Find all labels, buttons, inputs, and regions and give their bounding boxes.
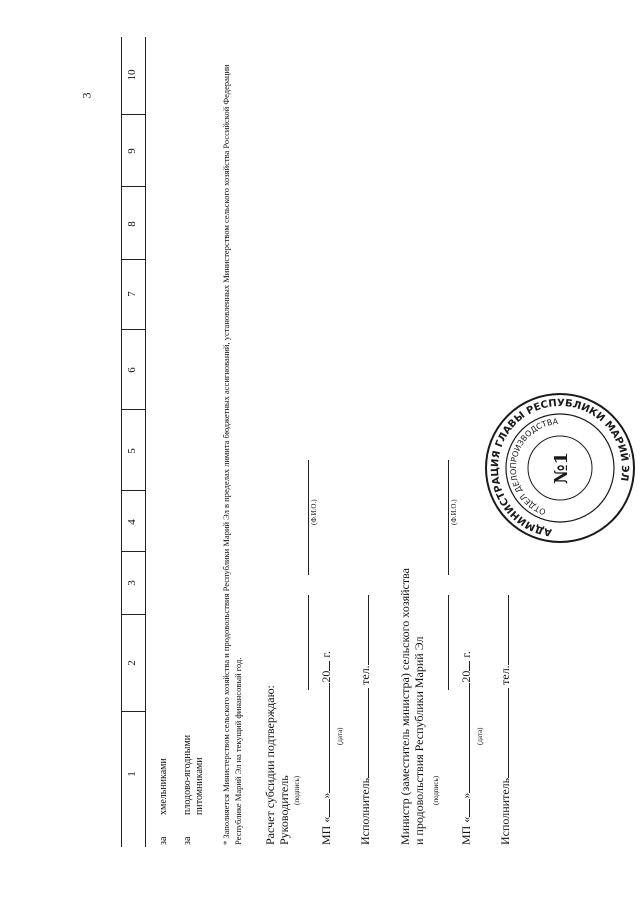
quote-close: » (459, 792, 473, 799)
page-number: 3 (79, 92, 94, 99)
footnote: * Заполняется Министерством сельского хозяйства и продовольствия Республики Марий Эл в пределах лимита бюджетных ассигнований, установленных Министерством сельского хозяйства Российской Федерации Республике Марий Эл на текущий финансовый год. (221, 64, 243, 845)
row-prefix: за (182, 836, 193, 845)
mp-date-line (318, 651, 334, 845)
column-number: 9 (126, 148, 138, 154)
name-caption: (Ф.И.О.) (310, 499, 318, 525)
minister-name-line (448, 460, 449, 575)
director-name-line (308, 460, 309, 575)
stamp-inner-text: ОТДЕЛ ДЕЛОПРОИЗВОДСТВА (508, 416, 559, 517)
executor-line (357, 595, 373, 845)
col-divider (121, 490, 145, 491)
name-caption: (Ф.И.О.) (450, 499, 458, 525)
year-prefix: 20 (319, 670, 333, 683)
table-top-line (121, 37, 122, 847)
minister-title-line1: Министр (заместитель министра) сельского хозяйства (398, 568, 412, 845)
column-number: 4 (126, 519, 138, 525)
col-divider (121, 329, 145, 330)
row-prefix: за (158, 836, 169, 845)
minister-title-line2: и продовольствия Республики Марий Эл (412, 636, 426, 845)
executor-label: Исполнитель (498, 777, 512, 845)
column-number: 8 (126, 221, 138, 227)
year-prefix: 20 (459, 670, 473, 683)
confirm-heading: Расчет субсидии подтверждаю: (263, 685, 277, 845)
minister-sign-line (448, 595, 449, 690)
column-number: 3 (126, 580, 138, 586)
phone-label: тел. (358, 665, 372, 685)
col-divider (121, 409, 145, 410)
date-caption: (дата) (336, 727, 344, 745)
stamp-number: №1 (551, 451, 572, 485)
quote-close: » (319, 792, 333, 799)
col-divider (121, 259, 145, 260)
year-suffix: г. (319, 651, 333, 658)
col-divider (121, 114, 145, 115)
sign-caption: (подпись) (293, 775, 301, 805)
executor-line (497, 595, 513, 845)
column-number: 6 (126, 367, 138, 373)
col-divider (121, 711, 145, 712)
official-stamp (480, 388, 640, 548)
column-number: 5 (126, 448, 138, 454)
column-number: 7 (126, 291, 138, 297)
col-divider (121, 551, 145, 552)
confirm-role: Руководитель (277, 775, 291, 845)
mp-label: МП « (459, 816, 473, 845)
executor-label: Исполнитель (358, 777, 372, 845)
director-sign-line (308, 595, 309, 690)
column-number: 10 (126, 69, 138, 81)
mp-date-line (458, 651, 474, 845)
year-suffix: г. (459, 651, 473, 658)
sign-caption: (подпись) (432, 775, 440, 805)
column-number: 2 (126, 660, 138, 666)
col-divider (121, 614, 145, 615)
row-label: плодово-ягодными питомниками (182, 734, 205, 815)
table-header-line (145, 37, 146, 847)
stamp-seal-icon (480, 388, 640, 548)
date-caption: (дата) (476, 727, 484, 745)
mp-label: МП « (319, 816, 333, 845)
col-divider (121, 186, 145, 187)
column-number: 1 (126, 771, 138, 777)
stamp-outer-text: АДМИНИСТРАЦИЯ ГЛАВЫ РЕСПУБЛИКИ МАРИЙ ЭЛ (489, 397, 631, 538)
phone-label: тел. (498, 665, 512, 685)
row-label: хмельниками (158, 758, 169, 815)
